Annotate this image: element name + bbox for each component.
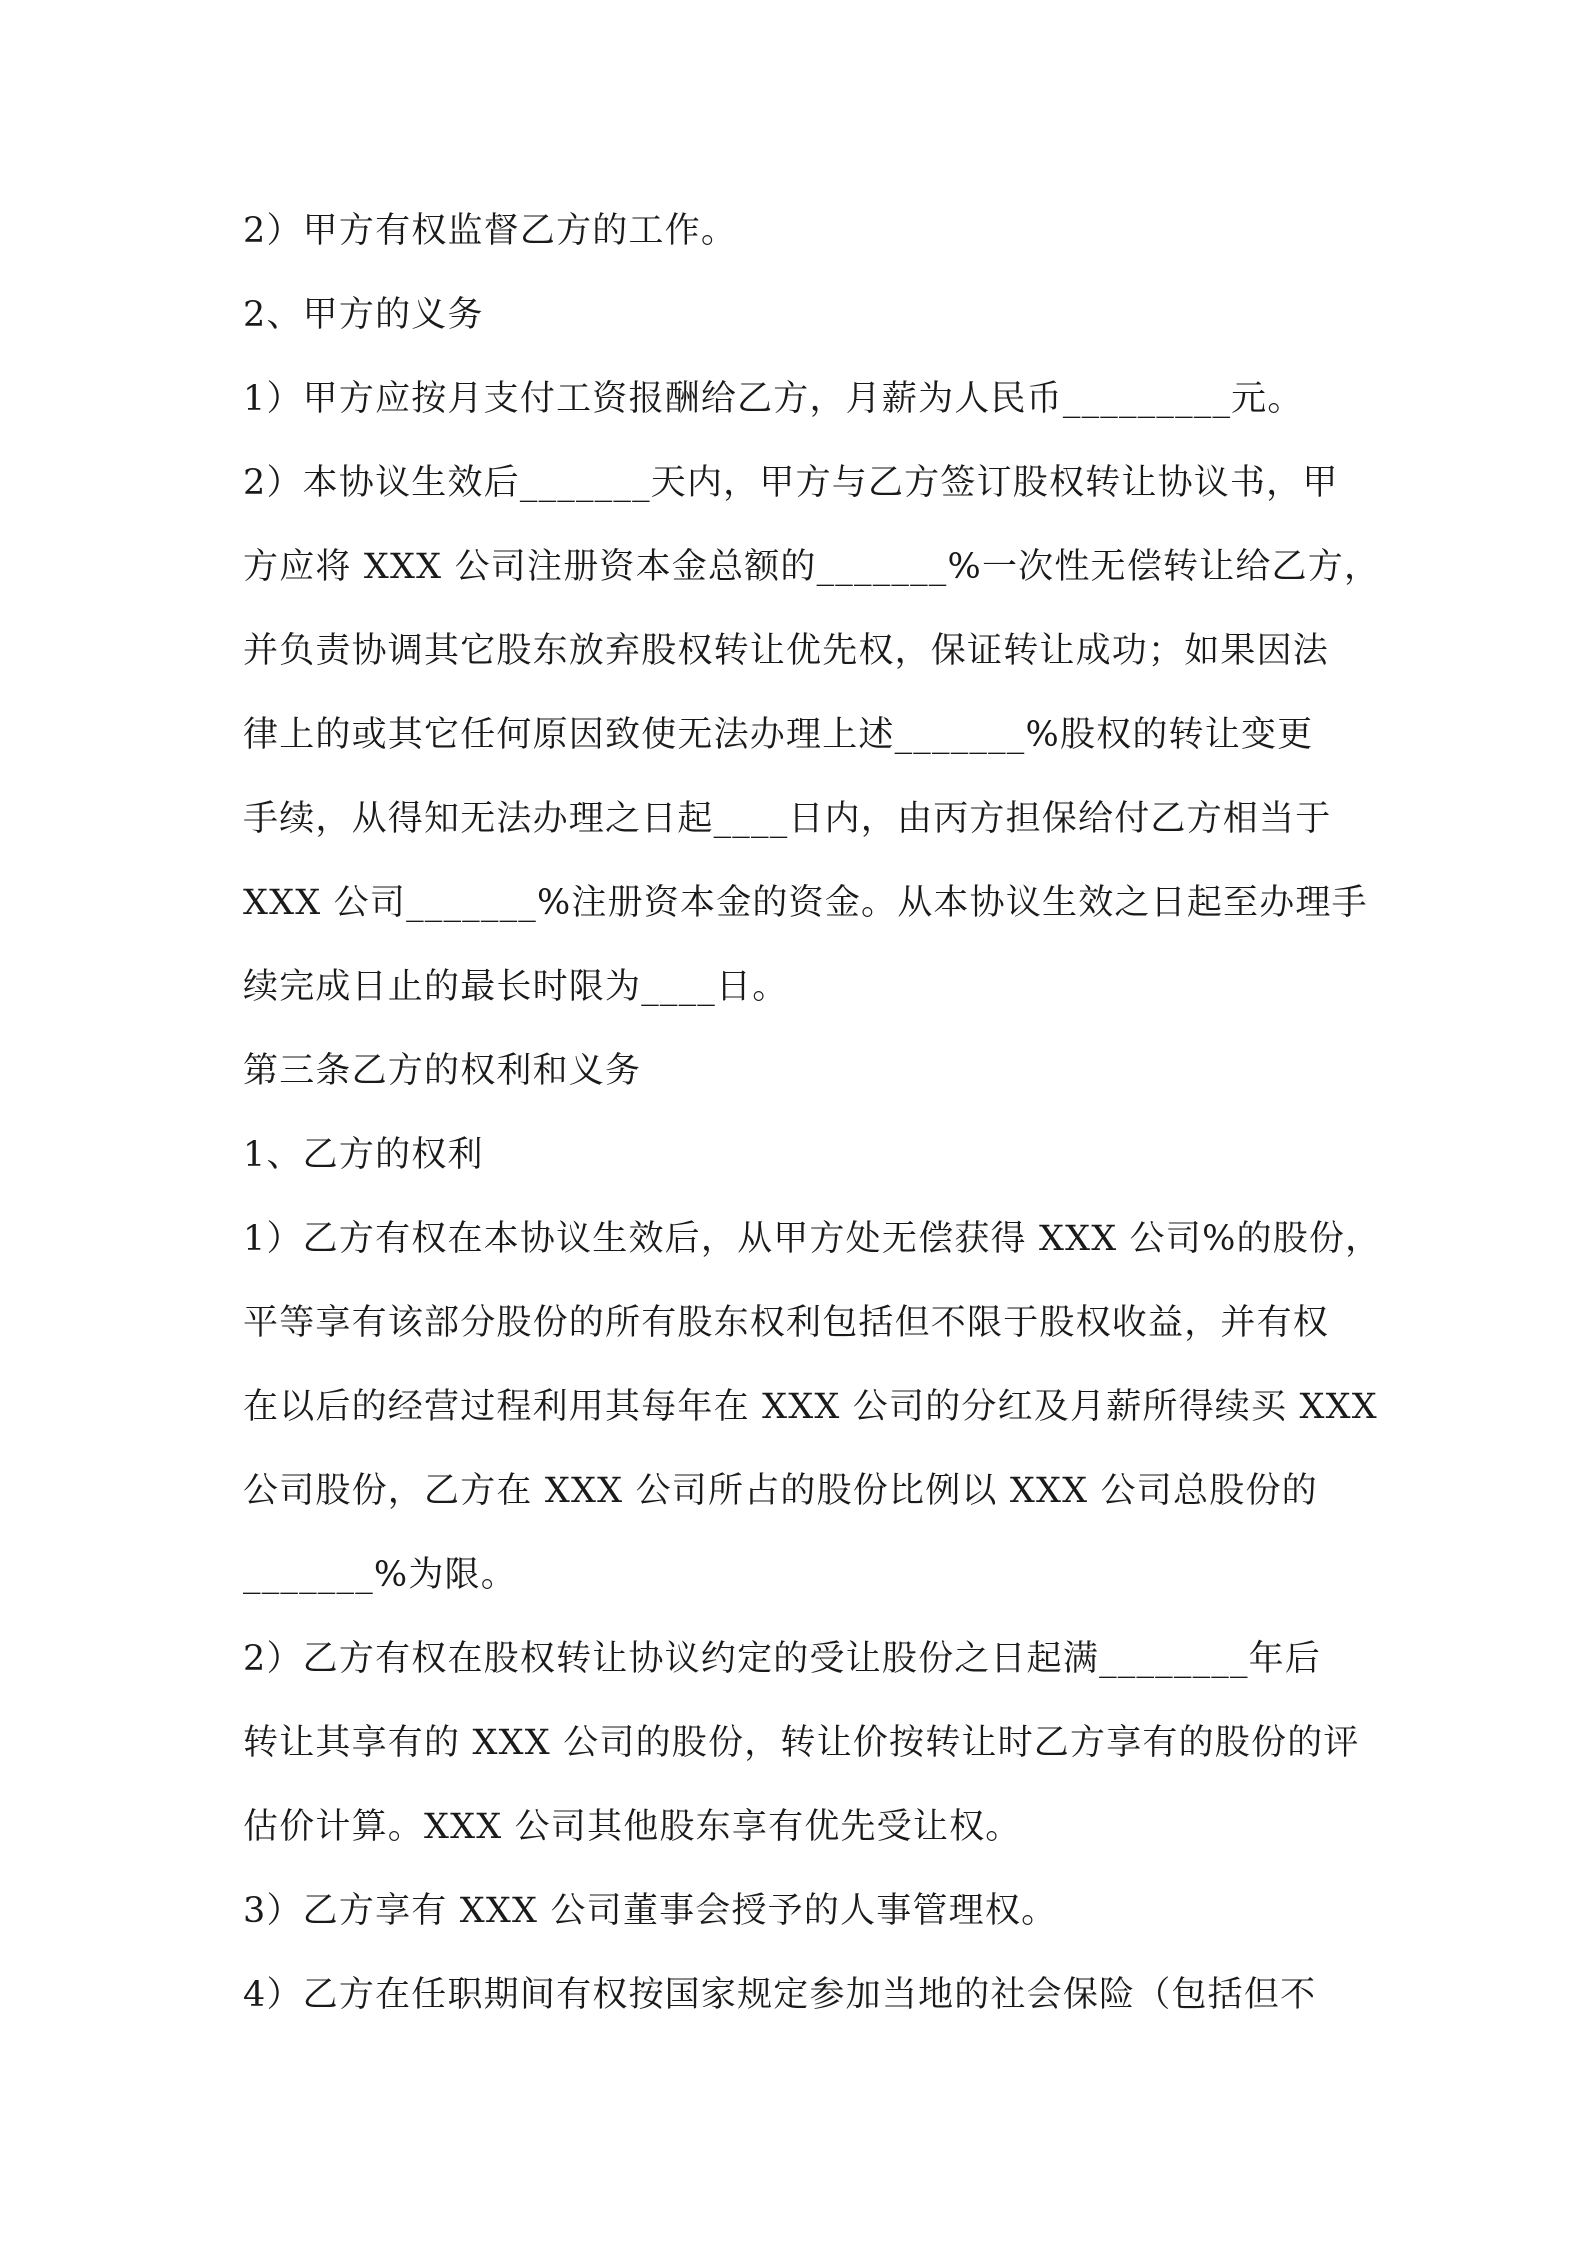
section-heading-obligations: 2、甲方的义务	[243, 295, 484, 335]
text-line-1: 2）甲方有权监督乙方的工作。	[243, 211, 738, 251]
text-line-16: 公司股份，乙方在 XXX 公司所占的股份比例以 XXX 公司总股份的	[243, 1471, 1318, 1511]
text-line-13: 1）乙方有权在本协议生效后，从甲方处无偿获得 XXX 公司%的股份，	[243, 1219, 1382, 1259]
text-line-6: 并负责协调其它股东放弃股权转让优先权，保证转让成功；如果因法	[243, 631, 1330, 671]
section-heading-rights: 1、乙方的权利	[243, 1135, 484, 1175]
text-line-7: 律上的或其它任何原因致使无法办理上述_______%股权的转让变更	[243, 715, 1314, 755]
text-line-10: 续完成日止的最长时限为____日。	[243, 967, 789, 1007]
text-line-18: 2）乙方有权在股权转让协议约定的受让股份之日起满________年后	[243, 1639, 1322, 1679]
text-line-14: 平等享有该部分股份的所有股东权利包括但不限于股权收益，并有权	[243, 1303, 1330, 1343]
article-heading-3: 第三条乙方的权利和义务	[243, 1051, 642, 1091]
text-line-8: 手续，从得知无法办理之日起____日内，由丙方担保给付乙方相当于	[243, 799, 1332, 839]
text-line-19: 转让其享有的 XXX 公司的股份，转让价按转让时乙方享有的股份的评	[243, 1723, 1360, 1763]
text-line-17: _______%为限。	[243, 1555, 517, 1595]
text-line-20: 估价计算。XXX 公司其他股东享有优先受让权。	[243, 1807, 1022, 1847]
text-line-15: 在以后的经营过程利用其每年在 XXX 公司的分红及月薪所得续买 XXX	[243, 1387, 1378, 1427]
text-line-5: 方应将 XXX 公司注册资本金总额的_______%一次性无偿转让给乙方，	[243, 547, 1381, 587]
text-line-9: XXX 公司_______%注册资本金的资金。从本协议生效之日起至办理手	[243, 883, 1368, 923]
text-line-3: 1）甲方应按月支付工资报酬给乙方，月薪为人民币_________元。	[243, 379, 1304, 419]
text-line-4: 2）本协议生效后_______天内，甲方与乙方签订股权转让协议书，甲	[243, 463, 1339, 503]
text-line-22: 4）乙方在任职期间有权按国家规定参加当地的社会保险（包括但不	[243, 1975, 1317, 2015]
text-line-21: 3）乙方享有 XXX 公司董事会授予的人事管理权。	[243, 1891, 1058, 1931]
